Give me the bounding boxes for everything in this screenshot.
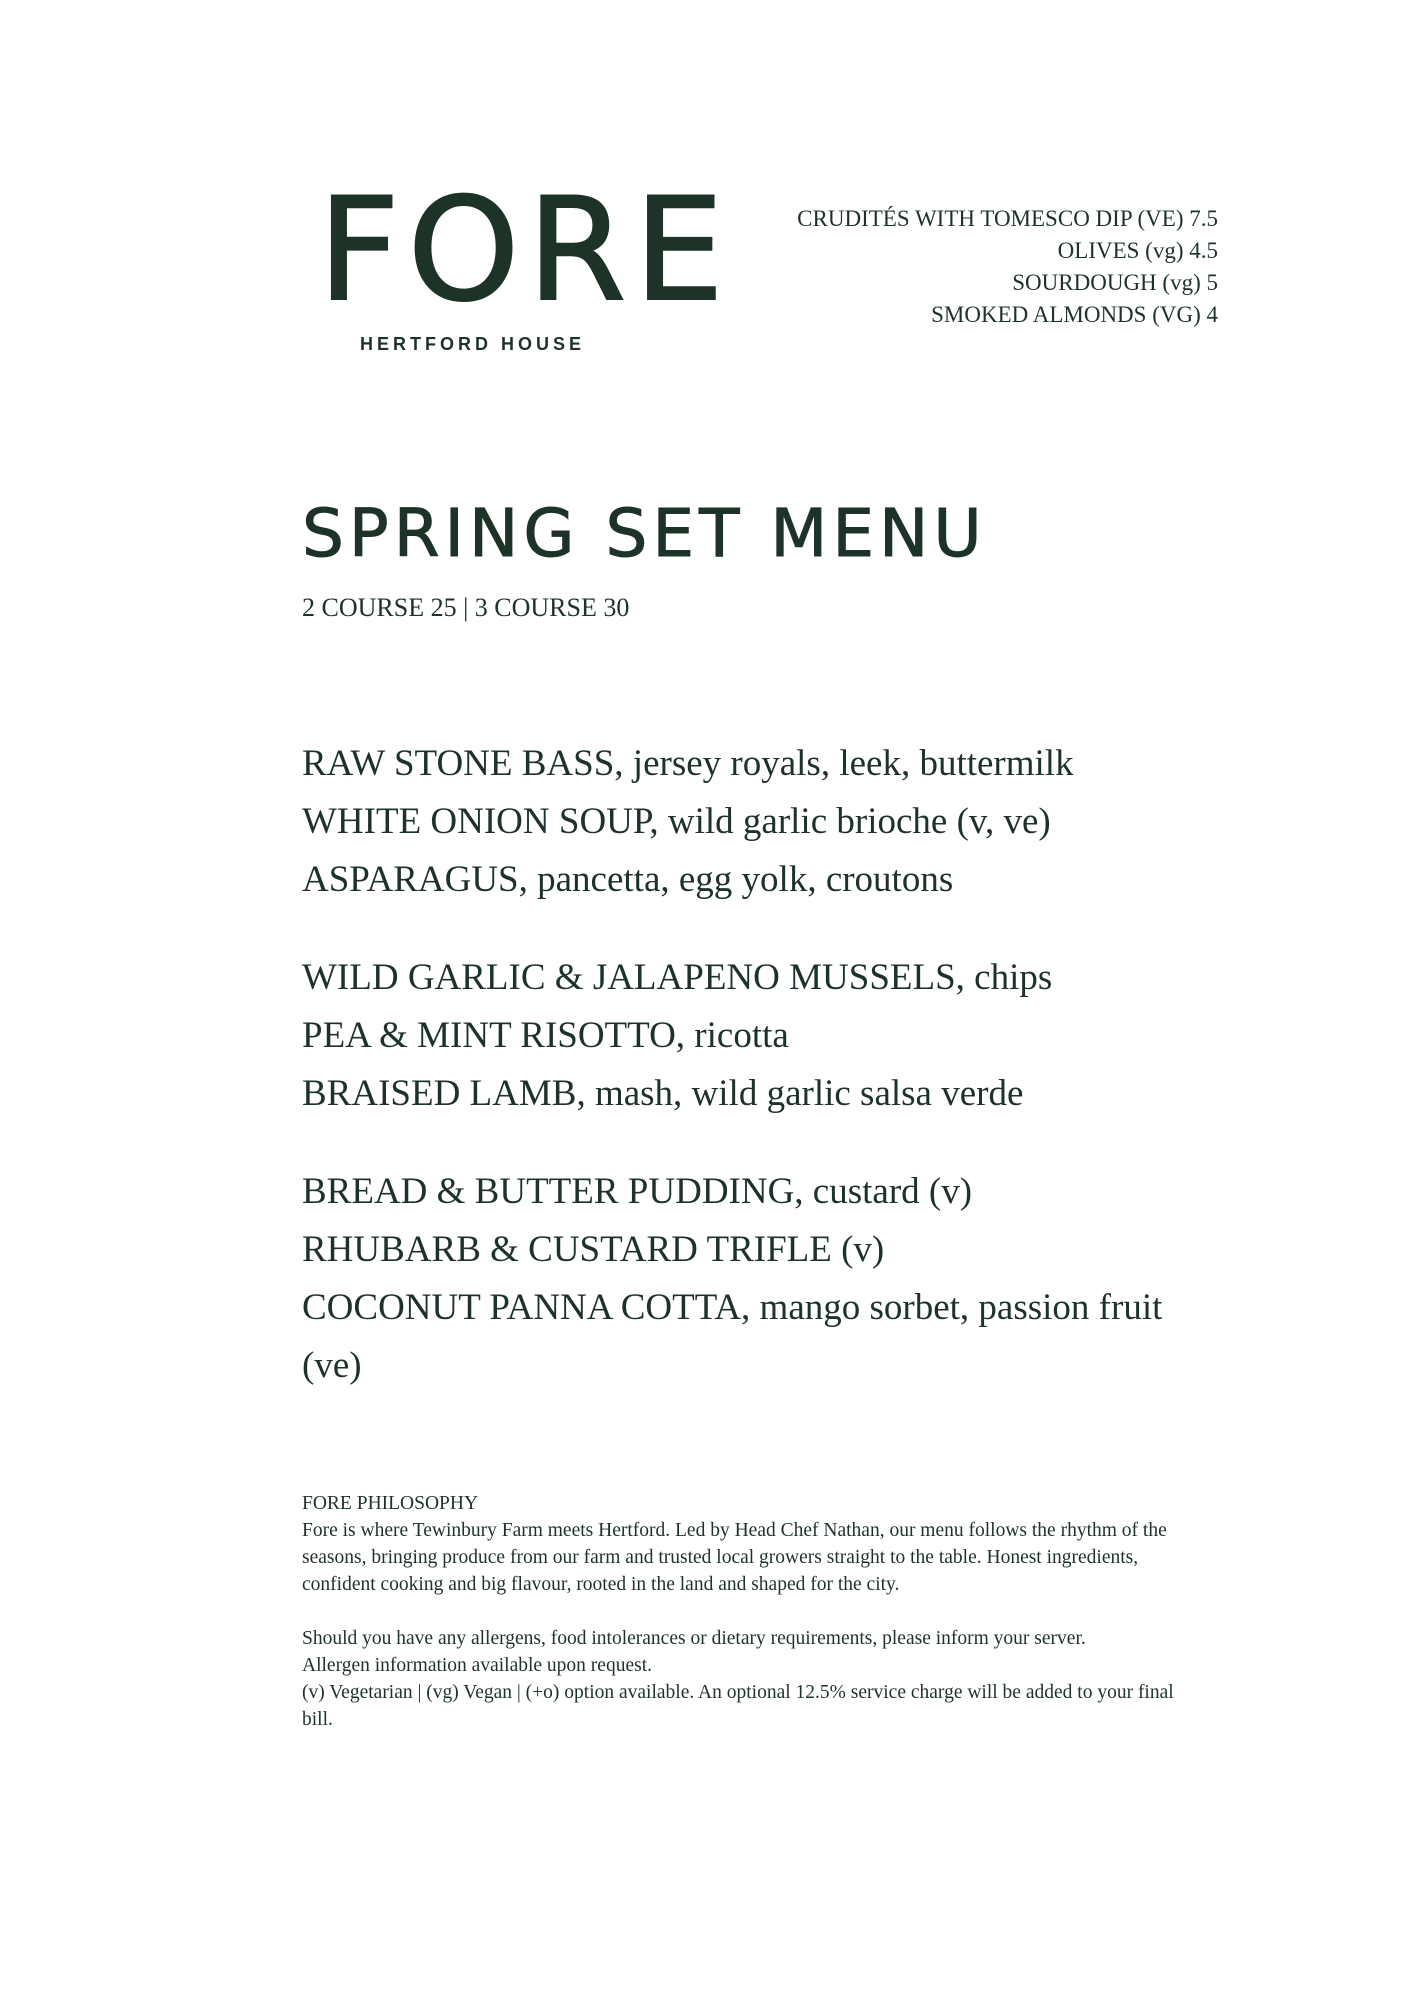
snack-item: SOURDOUGH (vg) 5 (1012, 270, 1218, 295)
philosophy-text: Fore is where Tewinbury Farm meets Hertford. Led by Head Chef Nathan, our menu follows the rhythm of the seasons, bringing produce from our farm and trusted local growers straight to the table. Honest ingredients, confident cooking and big flavour, rooted in the land and shaped for the city. (302, 1520, 1167, 1595)
snack-item: OLIVES (vg) 4.5 (1057, 238, 1218, 263)
dish-item: WILD GARLIC & JALAPENO MUSSELS, chips (302, 957, 1053, 998)
philosophy-title: FORE PHILOSOPHY (302, 1493, 479, 1514)
logo-wordmark: FORE (318, 168, 732, 333)
allergen-notice: Should you have any allergens, food intolerances or dietary requirements, please inform your server. (302, 1628, 1086, 1649)
dish-item: BRAISED LAMB, mash, wild garlic salsa verde (302, 1073, 1024, 1114)
snack-item: SMOKED ALMONDS (VG) 4 (931, 302, 1218, 327)
logo-location: HERTFORD HOUSE (360, 334, 586, 354)
dish-item: PEA & MINT RISOTTO, ricotta (302, 1015, 789, 1056)
dish-item: ASPARAGUS, pancetta, egg yolk, croutons (302, 859, 954, 900)
courses (302, 735, 1202, 1435)
course-desserts (302, 1163, 1202, 1395)
dish-item: RHUBARB & CUSTARD TRIFLE (v) (302, 1229, 885, 1270)
footer-notes (302, 1490, 1182, 1733)
dish-item: BREAD & BUTTER PUDDING, custard (v) (302, 1171, 973, 1212)
spacer (302, 1598, 1182, 1625)
menu-prices: 2 COURSE 25 | 3 COURSE 30 (302, 593, 630, 622)
menu-title: SPRING SET MENU (302, 495, 987, 572)
allergen-info: Allergen information available upon request. (302, 1655, 652, 1676)
course-starters (302, 735, 1202, 909)
dish-item: WHITE ONION SOUP, wild garlic brioche (v, ve) (302, 801, 1051, 842)
dish-item: COCONUT PANNA COTTA, mango sorbet, passion fruit (ve) (302, 1287, 1163, 1386)
dish-item: RAW STONE BASS, jersey royals, leek, buttermilk (302, 743, 1074, 784)
logo (318, 168, 732, 360)
dietary-key: (v) Vegetarian | (vg) Vegan | (+o) option available. An optional 12.5% service charge will be added to your final bill. (302, 1682, 1174, 1730)
course-mains (302, 949, 1202, 1123)
snacks-list (658, 203, 1218, 331)
snack-item: CRUDITÉS WITH TOMESCO DIP (VE) 7.5 (797, 206, 1218, 231)
